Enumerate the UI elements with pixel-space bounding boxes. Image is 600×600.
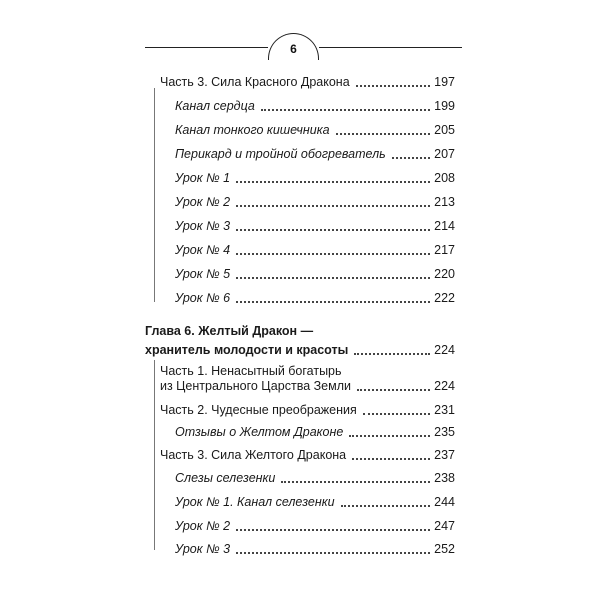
- toc-entry-chapter6: хранитель молодости и красоты 224: [145, 343, 455, 357]
- header-rule-left: [145, 47, 268, 48]
- toc-entry-part1: из Центрального Царства Земли 224: [160, 379, 455, 393]
- toc-entry: Урок № 2 247: [175, 519, 455, 533]
- toc-entry-reviews: Отзывы о Желтом Драконе 235: [175, 425, 455, 439]
- toc-entry: Канал сердца 199: [175, 99, 455, 113]
- header-rule-right: [319, 47, 462, 48]
- toc-entry: Урок № 1 208: [175, 171, 455, 185]
- toc-entry: Урок № 3 252: [175, 542, 455, 556]
- toc-entry-red-part3: Часть 3. Сила Красного Дракона 197: [160, 75, 455, 89]
- toc-entry: Слезы селезенки 238: [175, 471, 455, 485]
- page-number: 6: [290, 42, 297, 56]
- toc-entry: Урок № 4 217: [175, 243, 455, 257]
- chapter-title: Глава 6. Желтый Дракон —: [145, 324, 314, 338]
- toc-entry: Урок № 2 213: [175, 195, 455, 209]
- toc-entry: Урок № 1. Канал селезенки 244: [175, 495, 455, 509]
- toc-entry: Перикард и тройной обогреватель 207: [175, 147, 455, 161]
- toc-entry: Урок № 5 220: [175, 267, 455, 281]
- toc-entry: Урок № 6 222: [175, 291, 455, 305]
- toc-entry-yellow-part3: Часть 3. Сила Желтого Дракона 237: [160, 448, 455, 462]
- toc-entry-part2: Часть 2. Чудесные преображения 231: [160, 403, 455, 417]
- toc-entry: Урок № 3 214: [175, 219, 455, 233]
- toc-entry: Канал тонкого кишечника 205: [175, 123, 455, 137]
- toc-entry-part1-line1: Часть 1. Ненасытный богатырь: [160, 364, 342, 378]
